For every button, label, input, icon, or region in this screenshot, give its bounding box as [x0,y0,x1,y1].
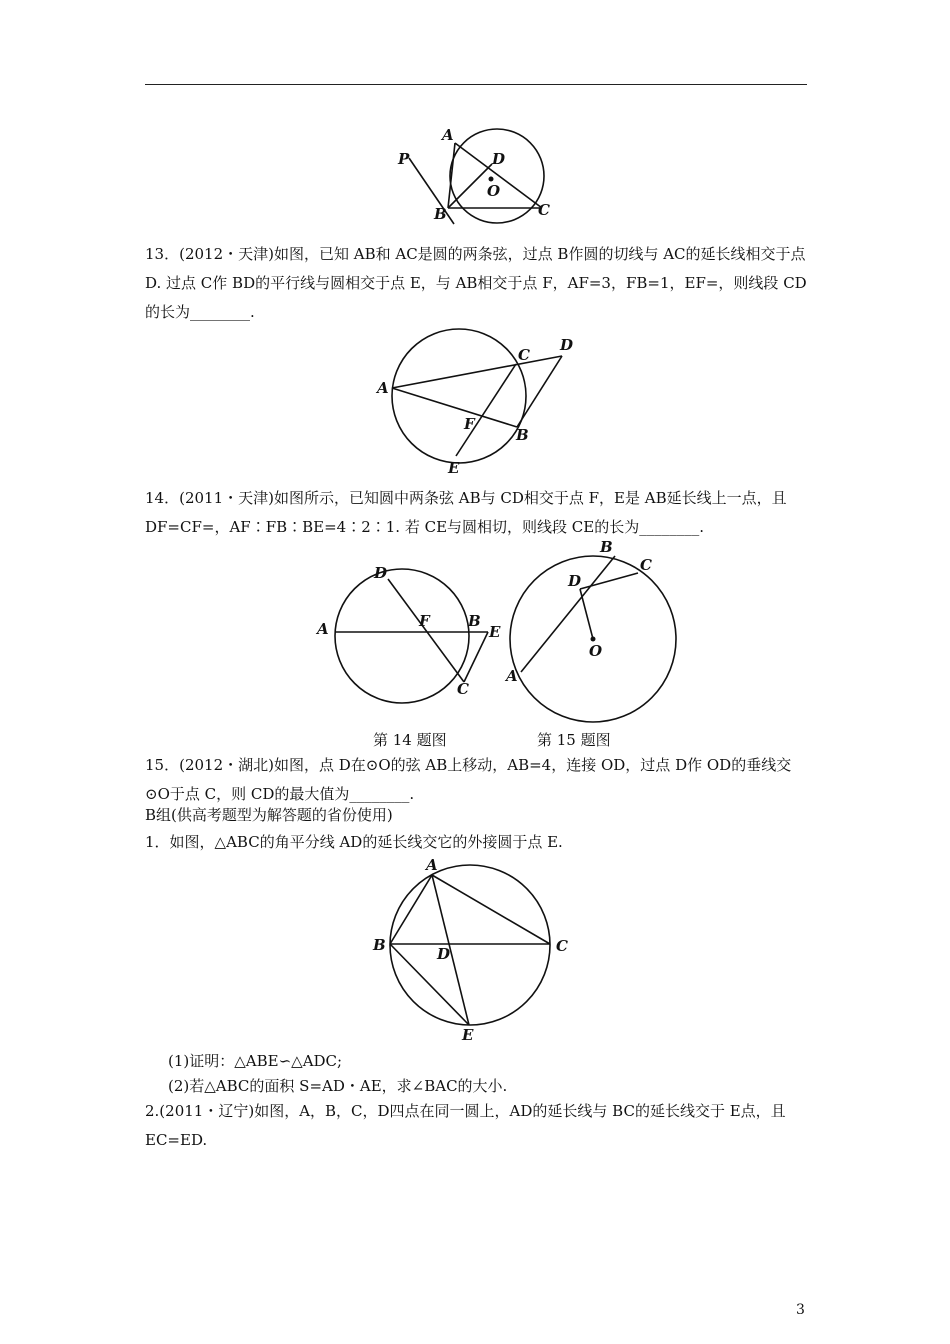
figure-b1 [370,855,590,1045]
fig14-label: A [317,620,329,638]
figure-q13 [372,337,602,477]
question-13: 13．(2012・天津)如图，已知 AB和 AC是圆的两条弦，过点 B作圆的切线与 AC的延长线相交于点 D. 过点 C作 BD的平行线与圆相交于点 E，与 AB相交于点 F，AF=3，FB=1，EF=，则线段 CD的长为________. [145,245,807,321]
fig12-label: D [492,150,506,168]
figb1-label: B [373,936,386,954]
fig13-label: D [560,336,574,354]
group-b-title: B组(供高考题型为解答题的省份使用) [145,806,393,824]
fig15-label: A [506,667,518,685]
figb1-label: C [556,937,568,955]
question-b1: 1．如图，△ABC的角平分线 AD的延长线交它的外接圆于点 E. [145,833,563,851]
fig15-label: C [640,556,652,574]
figure-q12 [390,120,560,230]
question-14: 14．(2011・天津)如图所示，已知圆中两条弦 AB与 CD相交于点 F，E是 AB延长线上一点，且 DF=CF=，AF∶FB∶BE=4∶2∶1. 若 CE与圆相切，则线段 CE的长为________. [145,489,787,536]
figure-q15 [500,538,680,723]
fig12-label: P [398,150,410,168]
figb1-label: A [426,856,438,874]
fig12-label: C [538,201,550,219]
question-b1-part1: (1)证明：△ABE∽△ADC; [168,1052,343,1070]
fig14-label: F [419,612,430,630]
fig12-label: A [442,126,454,144]
fig13-label: C [518,346,530,364]
question-b2: 2.(2011・辽宁)如图，A，B，C，D四点在同一圆上，AD的延长线与 BC的延长线交于 E点，且 EC=ED. [145,1102,786,1149]
figb1-label: D [437,945,451,963]
fig13-label: A [377,379,389,397]
fig15-label: O [589,642,603,660]
caption-fig15: 第 15 题图 [537,731,611,749]
question-15: 15．(2012・湖北)如图，点 D在⊙O的弦 AB上移动，AB=4，连接 OD，过点 D作 OD的垂线交⊙O于点 C，则 CD的最大值为________. [145,756,792,803]
fig13-label: F [464,415,475,433]
fig15-label: B [600,538,613,556]
fig14-label: E [489,623,501,641]
header-rule [145,84,807,85]
fig12-label: O [487,182,501,200]
figb1-label: E [462,1026,474,1044]
fig13-label: E [448,459,460,477]
figure-q14 [315,562,515,712]
fig12-label: B [434,205,447,223]
page-number: 3 [796,1302,805,1318]
fig14-label: C [457,680,469,698]
fig13-label: B [516,426,529,444]
fig15-label: D [568,572,582,590]
fig14-label: D [374,564,388,582]
caption-fig14: 第 14 题图 [373,731,447,749]
fig14-label: B [468,612,481,630]
question-b1-part2: (2)若△ABC的面积 S=AD・AE，求∠BAC的大小. [168,1077,508,1095]
